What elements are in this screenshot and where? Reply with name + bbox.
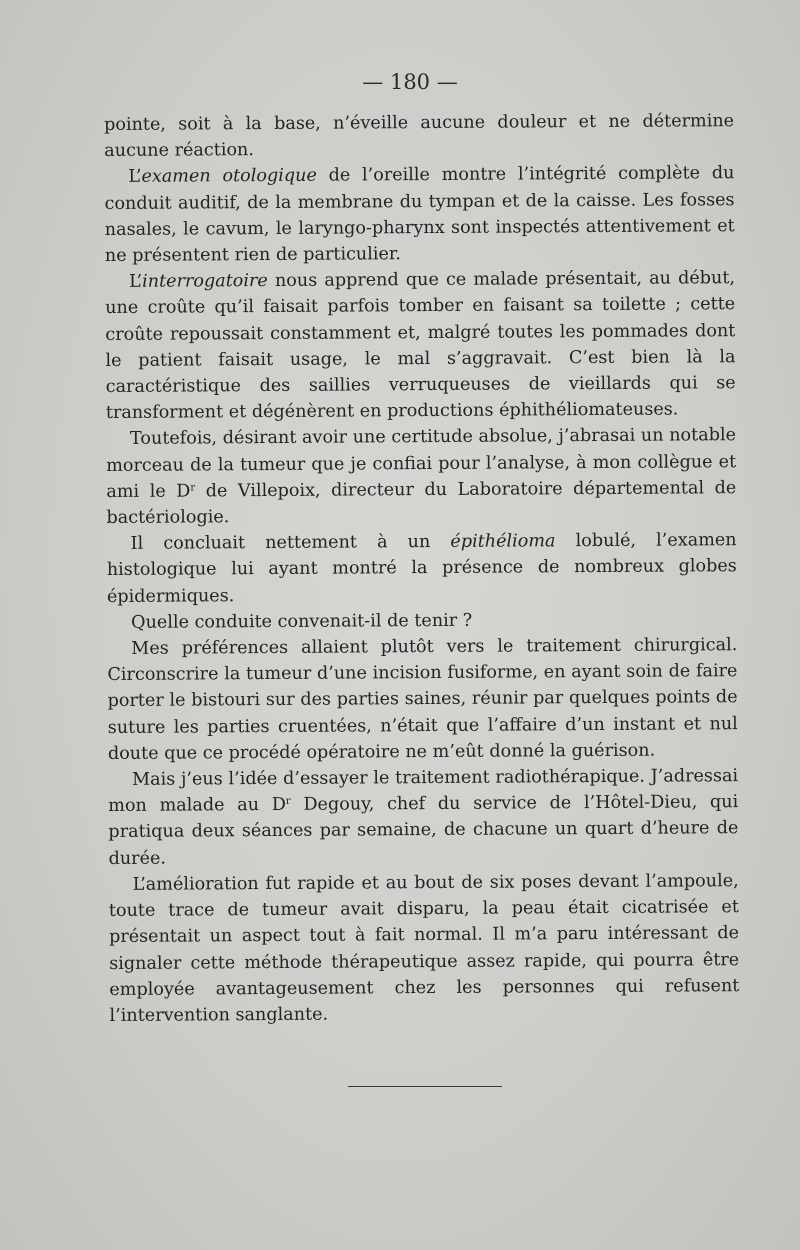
paragraph-3 xyxy=(105,265,736,426)
p8-superscript: r xyxy=(285,796,291,808)
p2-lead: L’ xyxy=(128,167,142,188)
p8-part-b: Degouy, chef du service de l’Hôtel-Dieu, qui pratiqua deux séances par semaine, de chacune un quart d’heure de durée. xyxy=(108,792,739,869)
paragraph-4 xyxy=(106,423,737,532)
paragraph-8 xyxy=(108,763,739,872)
paragraph-7: Mes préférences allaient plutôt vers le traitement chirurgical. Circonscrire la tumeur d’une incision fusiforme, en ayant soin de faire porter le bistouri sur des parties saines, réunir par quelques points de suture les parties cruentées, n’était que l’affaire d’un instant et nul doute que ce procédé opératoire ne m’eût donné la guérison. xyxy=(107,635,738,764)
paragraph-2 xyxy=(104,161,735,270)
p3-lead: L’ xyxy=(128,271,143,293)
p2-rest: de l’oreille montre l’intégrité complète du conduit auditif, de la membrane du tympan et de la caisse. Les fosses nasales, le cavum, le laryngo-pharynx sont inspectés attentivement et ne présentent rien de particulier. xyxy=(104,163,735,267)
body-text xyxy=(104,108,740,1029)
paragraph-6: Quelle conduite convenait-il de tenir ? xyxy=(131,610,473,633)
p5-emphasis: épithélioma xyxy=(450,531,556,553)
paragraph-5 xyxy=(107,527,737,609)
p4-part-a: Toutefois, désirant avoir une certitude absolue, j’abrasai un notable morceau de la tumeur que je confiai pour l’analyse, à mon collègue et ami le D xyxy=(106,425,737,502)
page-number: — 180 — xyxy=(362,70,458,94)
p4-part-b: de Villepoix, directeur du Laboratoire départemental de bactériologie. xyxy=(106,477,737,529)
p3-rest: nous apprend que ce malade présentait, au début, une croûte qu’il faisait parfois tomber en faisant sa toilette ; cette croûte repoussait constamment et, malgré toutes les pommades dont le patient faisait usage, le mal s’aggravait. C’est bien là la caractéristique des saillies verruqueuses de vieillards qui se transforment et dégénèrent en productions éphithéliomateuses. xyxy=(105,268,736,424)
p5-part-a: Il concluait nettement à un xyxy=(130,532,451,555)
p3-emphasis: interrogatoire xyxy=(142,271,268,292)
p5-part-b: lobulé, l’examen histologique lui ayant montré la présence de nombreux globes épidermiques. xyxy=(106,530,737,607)
end-rule-divider xyxy=(348,1086,502,1087)
paragraph-9: L’amélioration fut rapide et au bout de six poses devant l’ampoule, toute trace de tumeur avait disparu, la peau était cicatrisée et présentait un aspect tout à fait normal. Il m’a paru intéressant de signaler cette méthode thérapeutique assez rapide, qui pourra être employée avantageusement chez les personnes qui refusent l’intervention sanglante. xyxy=(108,871,740,1026)
p2-emphasis: examen otologique xyxy=(141,166,317,188)
paragraph-1: pointe, soit à la base, n’éveille aucune douleur et ne détermine aucune réaction. xyxy=(104,111,735,162)
p4-superscript: r xyxy=(190,482,196,494)
p8-part-a: Mais j’eus l’idée d’essayer le traitement radiothérapique. J’adressai mon malade au D xyxy=(108,766,739,817)
